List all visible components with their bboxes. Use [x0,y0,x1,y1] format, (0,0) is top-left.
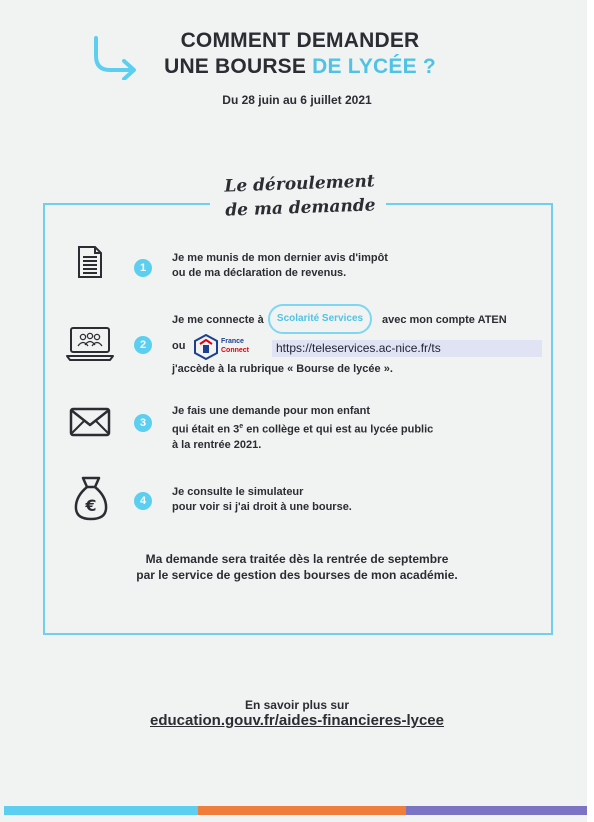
step-number-3: 3 [134,414,152,432]
section-subtitle: Le déroulement de ma demande [224,171,376,221]
svg-text:€: € [85,496,97,515]
teleservices-url[interactable]: https://teleservices.ac-nice.fr/ts [272,340,542,357]
footer-bar-orange [198,806,406,815]
step-4-text: Je consulte le simulateur pour voir si j'ai droit à une bourse. [172,486,352,513]
title-line-1: COMMENT DEMANDER [180,29,420,52]
scolarite-services-link[interactable]: Scolarité Services [268,304,372,334]
processing-notice: Ma demande sera traitée dès la rentrée de septembre par le service de gestion des bourses de mon académie. [136,552,458,582]
franceconnect-logo-icon[interactable] [194,334,218,360]
step-2-line-1a: Je me connecte à [172,314,264,326]
footer-bar-purple [406,806,590,815]
money-bag-icon [73,475,109,521]
footer-bar-blue [4,806,198,815]
franceconnect-label-1: France [221,338,244,345]
page-title [150,28,450,80]
document-icon [77,245,103,279]
envelope-icon [69,407,111,437]
learn-more-label: En savoir plus sur [244,698,350,712]
arrow-icon [88,34,144,80]
info-link[interactable]: education.gouv.fr/aides-financieres-lycee [150,712,444,729]
step-2-line-3: j'accède à la rubrique « Bourse de lycée ». [172,363,393,375]
date-range: Du 28 juin au 6 juillet 2021 [222,93,372,107]
step-number-4: 4 [134,492,152,510]
title-line-2: UNE BOURSE DE LYCÉE ? [164,55,436,78]
page-edge [587,0,594,822]
step-3-text: Je fais une demande pour mon enfant qui était en 3e en collège et qui est au lycée public à la rentrée 2021. [172,405,434,451]
step-2-or: ou [172,340,186,352]
laptop-icon [66,326,114,362]
franceconnect-label-2: Connect [221,347,249,354]
step-2-line-1b: avec mon compte ATEN [382,314,507,326]
step-number-1: 1 [134,259,152,277]
step-number-2: 2 [134,336,152,354]
step-1-text: Je me munis de mon dernier avis d'impôt ou de ma déclaration de revenus. [172,252,388,279]
